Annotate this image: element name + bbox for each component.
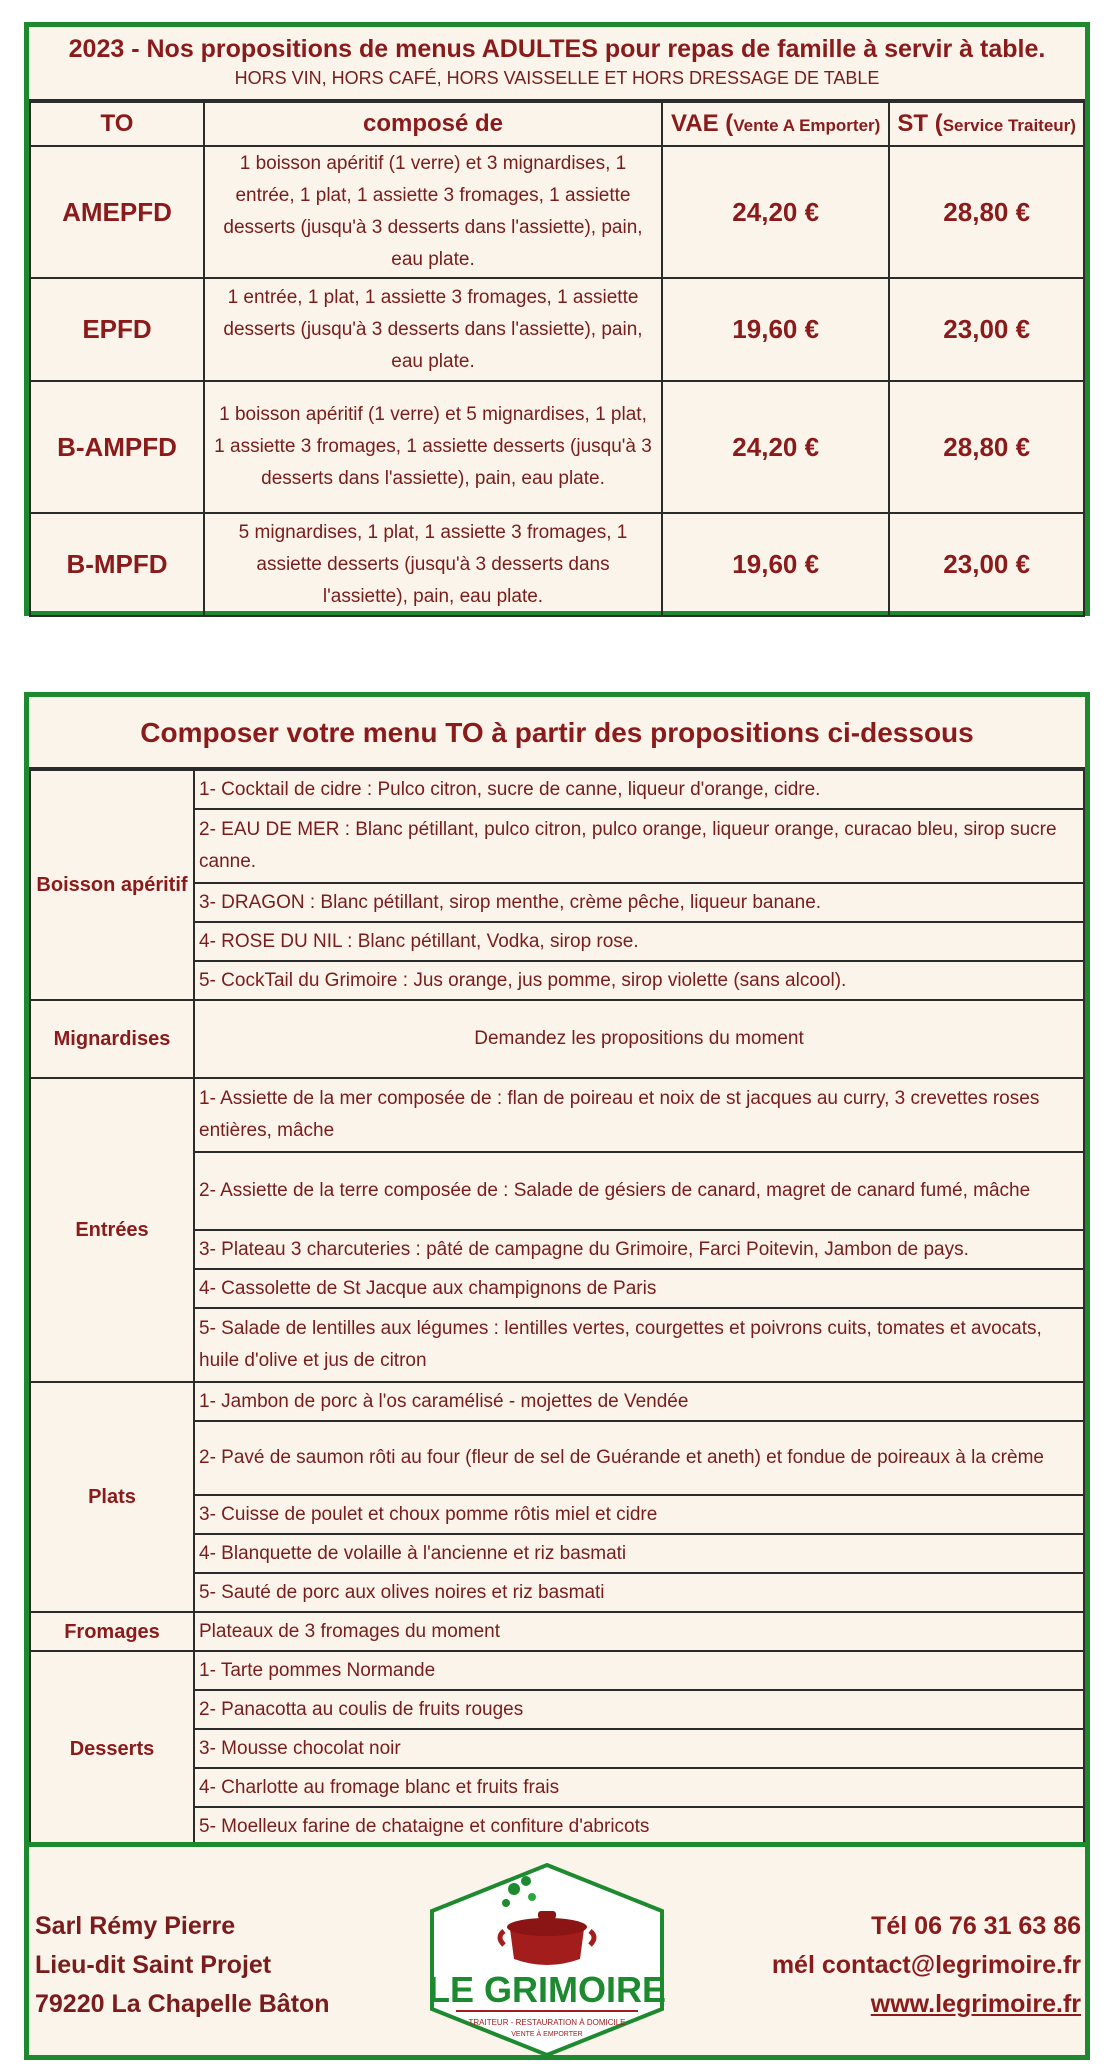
menu-desc: 1 boisson apéritif (1 verre) et 3 mignardises, 1 entrée, 1 plat, 1 assiette 3 fromages, 1 assiette desserts (jusqu'à 3 desserts dans l'assiette), pain, eau plate. [204, 146, 662, 278]
mignardises-text: Demandez les propositions du moment [194, 1000, 1084, 1078]
menu-code: EPFD [30, 278, 204, 381]
list-item: 1- Assiette de la mer composée de : flan de poireau et noix de st jacques au curry, 3 crevettes roses entières, mâche [194, 1078, 1084, 1152]
table-row [30, 1612, 1084, 1651]
list-item: 5- Moelleux farine de chataigne et confiture d'abricots [194, 1807, 1084, 1846]
menu-price-st: 23,00 € [889, 513, 1084, 616]
address-line: 79220 La Chapelle Bâton [35, 1990, 330, 2018]
list-item: 2- EAU DE MER : Blanc pétillant, pulco citron, pulco orange, liqueur orange, curacao bleu, sirop sucre canne. [194, 809, 1084, 883]
header-desc: composé de [204, 102, 662, 146]
header-vae-label: VAE ( [671, 110, 734, 137]
phone-number: Tél 06 76 31 63 86 [871, 1912, 1081, 1940]
header-st-small: Service Traiteur) [942, 116, 1076, 135]
table-row [30, 1078, 1084, 1152]
category-desserts: Desserts [30, 1651, 194, 1846]
company-address [35, 1907, 330, 2024]
menu-row [30, 381, 1084, 513]
list-item: 4- ROSE DU NIL : Blanc pétillant, Vodka, sirop rose. [194, 922, 1084, 961]
list-item: 5- Sauté de porc aux olives noires et riz basmati [194, 1573, 1084, 1612]
menu-desc: 1 boisson apéritif (1 verre) et 5 mignardises, 1 plat, 1 assiette 3 fromages, 1 assiette desserts (jusqu'à 3 desserts dans l'assiette), pain, eau plate. [204, 381, 662, 513]
list-item: 1- Cocktail de cidre : Pulco citron, sucre de canne, liqueur d'orange, cidre. [194, 770, 1084, 809]
menu-desc: 1 entrée, 1 plat, 1 assiette 3 fromages, 1 assiette desserts (jusqu'à 3 desserts dans l'assiette), pain, eau plate. [204, 278, 662, 381]
category-boisson: Boisson apéritif [30, 770, 194, 1000]
menus-subtitle: HORS VIN, HORS CAFÉ, HORS VAISSELLE ET HORS DRESSAGE DE TABLE [234, 68, 880, 88]
menu-code: B-MPFD [30, 513, 204, 616]
header-vae-small: Vente A Emporter) [733, 116, 881, 135]
table-row [30, 1000, 1084, 1078]
list-item: 5- Salade de lentilles aux légumes : lentilles vertes, courgettes et poivrons cuits, tomates et avocats, huile d'olive et jus de citron [194, 1308, 1084, 1382]
category-fromages: Fromages [30, 1612, 194, 1651]
menu-code: B-AMPFD [30, 381, 204, 513]
menu-price-st: 28,80 € [889, 381, 1084, 513]
menus-table [29, 101, 1085, 617]
logo-tagline-2: VENTE À EMPORTER [511, 2031, 583, 2038]
compose-table [29, 769, 1085, 1847]
menu-price-vae: 19,60 € [662, 513, 889, 616]
header-code: TO [30, 102, 204, 146]
menus-title: 2023 - Nos propositions de menus ADULTES pour repas de famille à servir à table. [68, 35, 1046, 63]
header-st [889, 102, 1084, 146]
fromages-text: Plateaux de 3 fromages du moment [194, 1612, 1084, 1651]
menu-price-vae: 19,60 € [662, 278, 889, 381]
website-link[interactable]: www.legrimoire.fr [870, 1990, 1081, 2018]
le-grimoire-logo [422, 1859, 672, 2059]
table-row [30, 1382, 1084, 1421]
list-item: 3- Mousse chocolat noir [194, 1729, 1084, 1768]
list-item: 4- Charlotte au fromage blanc et fruits frais [194, 1768, 1084, 1807]
compose-title: Composer votre menu TO à partir des propositions ci-dessous [29, 697, 1085, 769]
list-item: 1- Tarte pommes Normande [194, 1651, 1084, 1690]
contact-info [772, 1907, 1081, 2024]
list-item: 2- Pavé de saumon rôti au four (fleur de sel de Guérande et aneth) et fondue de poireaux à la crème [194, 1421, 1084, 1495]
menus-table-box [24, 22, 1090, 616]
menu-row [30, 513, 1084, 616]
logo-tagline: TRAITEUR - RESTAURATION À DOMICILE [468, 2018, 626, 2027]
menu-price-st: 23,00 € [889, 278, 1084, 381]
list-item: 2- Assiette de la terre composée de : Salade de gésiers de canard, magret de canard fumé, mâche [194, 1152, 1084, 1230]
list-item: 5- CockTail du Grimoire : Jus orange, jus pomme, sirop violette (sans alcool). [194, 961, 1084, 1000]
compose-table-box [24, 692, 1090, 1842]
logo-name: LE GRIMOIRE [427, 1969, 667, 2010]
menu-desc: 5 mignardises, 1 plat, 1 assiette 3 fromages, 1 assiette desserts (jusqu'à 3 desserts dans l'assiette), pain, eau plate. [204, 513, 662, 616]
menu-price-vae: 24,20 € [662, 381, 889, 513]
menus-header-row [30, 102, 1084, 146]
list-item: 1- Jambon de porc à l'os caramélisé - mojettes de Vendée [194, 1382, 1084, 1421]
menu-price-vae: 24,20 € [662, 146, 889, 278]
list-item: 3- Cuisse de poulet et choux pomme rôtis miel et cidre [194, 1495, 1084, 1534]
footer [24, 1842, 1090, 2060]
email-address: mél contact@legrimoire.fr [771, 1951, 1081, 1979]
list-item: 4- Cassolette de St Jacque aux champignons de Paris [194, 1269, 1084, 1308]
menu-row [30, 146, 1084, 278]
menus-title-block [29, 27, 1085, 101]
menu-price-st: 28,80 € [889, 146, 1084, 278]
address-line: Sarl Rémy Pierre [35, 1912, 236, 1940]
header-vae [662, 102, 889, 146]
list-item: 3- DRAGON : Blanc pétillant, sirop menthe, crème pêche, liqueur banane. [194, 883, 1084, 922]
table-row [30, 1651, 1084, 1690]
menu-code: AMEPFD [30, 146, 204, 278]
list-item: 3- Plateau 3 charcuteries : pâté de campagne du Grimoire, Farci Poitevin, Jambon de pays. [194, 1230, 1084, 1269]
list-item: 2- Panacotta au coulis de fruits rouges [194, 1690, 1084, 1729]
address-line: Lieu-dit Saint Projet [35, 1951, 272, 1979]
menu-row [30, 278, 1084, 381]
category-plats: Plats [30, 1382, 194, 1612]
list-item: 4- Blanquette de volaille à l'ancienne et riz basmati [194, 1534, 1084, 1573]
category-entrees: Entrées [30, 1078, 194, 1382]
header-st-label: ST ( [897, 110, 943, 137]
table-row [30, 770, 1084, 809]
category-mignardises: Mignardises [30, 1000, 194, 1078]
